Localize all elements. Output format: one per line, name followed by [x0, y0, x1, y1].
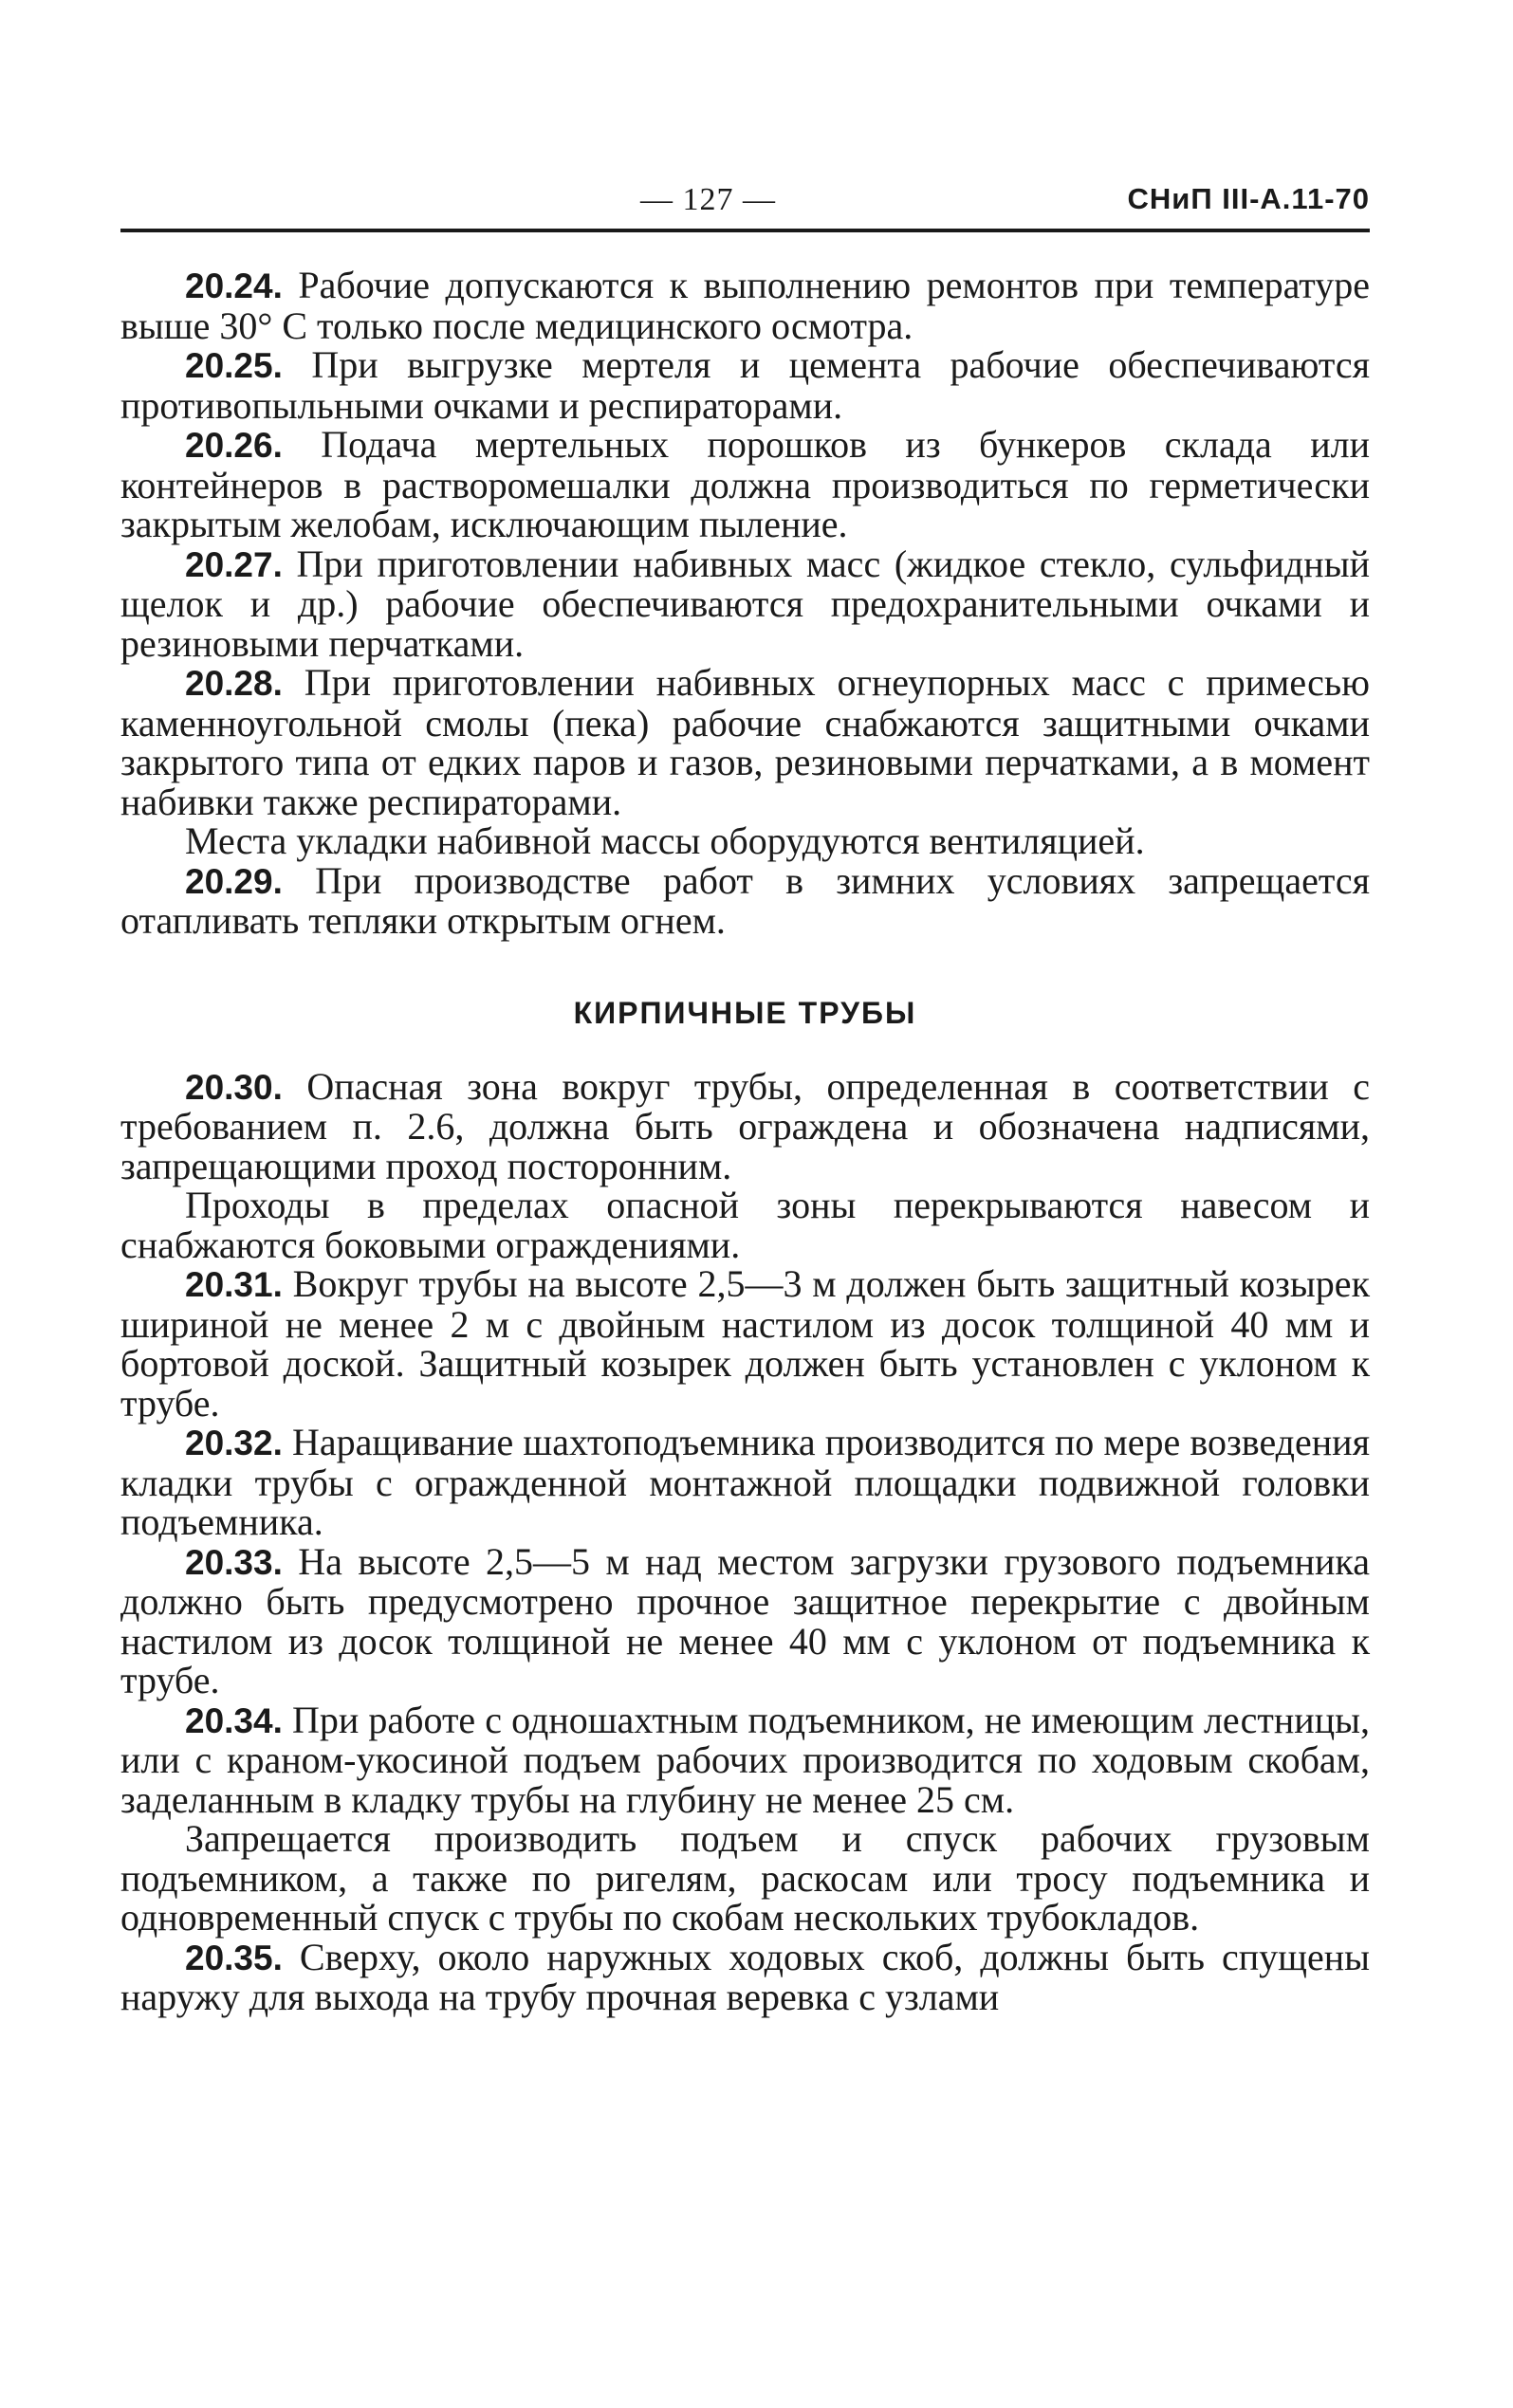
paragraph: [120, 858, 1370, 942]
clause-number: 20.26.: [185, 426, 283, 465]
paragraph-text: Вокруг трубы на высоте 2,5—3 м должен быть защитный козырек шириной не менее 2 м с двойным настилом из досок толщиной 40 мм и бортовой доской. Защитный козырек должен быть установлен с уклоном к трубе.: [120, 1262, 1370, 1425]
clause-number: 20.27.: [185, 544, 283, 584]
clause-number: 20.33.: [185, 1542, 283, 1582]
paragraph-text: Места укладки набивной массы оборудуются вентиляцией.: [185, 819, 1145, 862]
page-header: [120, 182, 1370, 224]
paragraph: [120, 1186, 1370, 1264]
paragraph: [120, 1935, 1370, 2018]
paragraph-text: При производстве работ в зимних условиях запрещается отапливать тепляки открытым огнем.: [120, 858, 1370, 942]
paragraph-text: При приготовлении набивных огнеупорных масс с примесью каменноугольной смолы (пека) рабочие снабжаются защитными очками закрытого типа от едких паров и газов, резиновыми перчатками, а в момент набивки также респираторами.: [120, 661, 1370, 823]
paragraph-text: При приготовлении набивных масс (жидкое стекло, сульфидный щелок и др.) рабочие обеспечиваются предохранительными очками и резиновыми перчатками.: [120, 542, 1370, 665]
paragraph: [120, 544, 1370, 664]
paragraph: [120, 1064, 1370, 1187]
clause-number: 20.29.: [185, 861, 283, 901]
clause-number: 20.24.: [185, 267, 283, 305]
paragraph-text: Подача мертельных порошков из бункеров склада или контейнеров в растворомешалки должна производиться по герметически закрытым желобам, исключающим пыление.: [120, 423, 1370, 545]
section-heading: КИРПИЧНЫЕ ТРУБЫ: [573, 995, 917, 1030]
paragraph: [120, 1423, 1370, 1542]
paragraph: [120, 345, 1370, 425]
paragraph: [120, 821, 1370, 861]
paragraph-text: Наращивание шахтоподъемника производится по мере возведения кладки трубы с огражденной монтажной площадки подвижной головки подъемника.: [120, 1421, 1370, 1543]
paragraph-text: При работе с одношахтным подъемником, не имеющим лестницы, или с краном-укосиной подъем рабочих производится по ходовым скобам, заделанным в кладку трубы на глубину не менее 25 см.: [120, 1698, 1370, 1821]
paragraph: [120, 663, 1370, 821]
clause-number: 20.25.: [185, 346, 283, 385]
document-body: [120, 266, 1370, 2017]
clause-number: 20.31.: [185, 1265, 283, 1304]
clause-number: 20.32.: [185, 1424, 283, 1462]
document-code: СНиП III-A.11-70: [1127, 182, 1370, 215]
clause-number: 20.34.: [185, 1700, 283, 1740]
paragraph-text: На высоте 2,5—5 м над местом загрузки грузового подъемника должно быть предусмотрено прочное защитное перекрытие с двойным настилом из досок толщиной не менее 40 мм с уклоном от подъемника к трубе.: [120, 1539, 1370, 1701]
paragraph-text: Запрещается производить подъем и спуск рабочих грузовым подъемником, а также по ригелям, раскосам или тросу подъемника и одновременный спуск с трубы по скобам нескольких трубокладов.: [120, 1817, 1370, 1939]
paragraph-text: При выгрузке мертеля и цемента рабочие обеспечиваются противопыльными очками и респираторами.: [120, 343, 1370, 427]
paragraph: [120, 266, 1370, 345]
header-rule: [120, 229, 1370, 232]
clause-number: 20.28.: [185, 664, 283, 703]
page-number: — 127 —: [640, 182, 776, 217]
paragraph-text: Рабочие допускаются к выполнению ремонтов при температуре выше 30° С только после медицинского осмотра.: [120, 264, 1370, 347]
paragraph: [120, 1264, 1370, 1423]
paragraph-text: Проходы в пределах опасной зоны перекрываются навесом и снабжаются боковыми ограждениями.: [120, 1184, 1370, 1266]
paragraph: [120, 1819, 1370, 1938]
paragraph: [120, 1539, 1370, 1701]
paragraph: [120, 1700, 1370, 1820]
top-paragraphs: [120, 266, 1370, 941]
bottom-paragraphs: [120, 1064, 1370, 2018]
paragraph: [120, 425, 1370, 544]
paragraph-text: Опасная зона вокруг трубы, определенная в соответствии с требованием п. 2.6, должна быть ограждена и обозначена надписями, запрещающими проход посторонним.: [120, 1064, 1370, 1187]
paragraph-text: Сверху, около наружных ходовых скоб, должны быть спущены наружу для выхода на трубу прочная веревка с узлами: [120, 1935, 1370, 2018]
clause-number: 20.30.: [185, 1067, 283, 1107]
clause-number: 20.35.: [185, 1938, 283, 1977]
